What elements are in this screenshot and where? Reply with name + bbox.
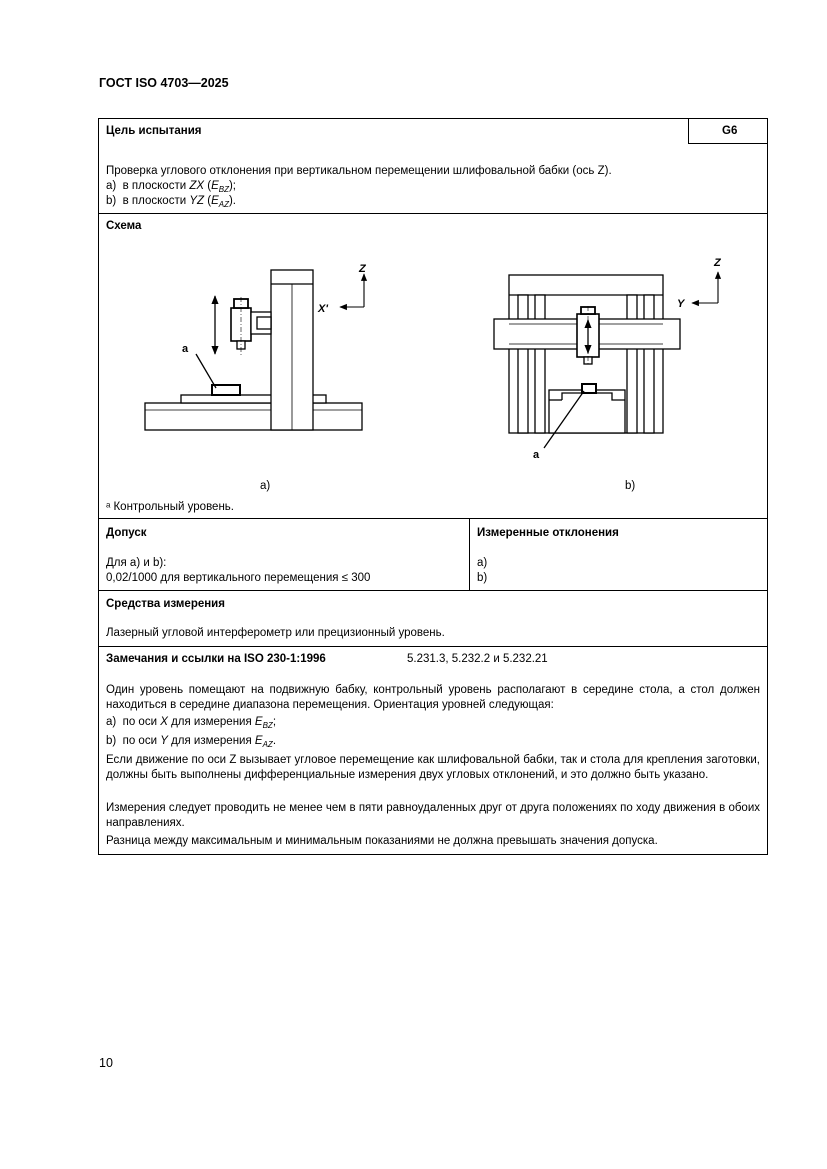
remarks-item-b: b) по оси Y для измерения $E_{AZ}$. [106,735,277,749]
axis-x-label: X' [318,303,328,315]
scheme-diagrams [98,240,768,470]
objective-description [106,164,612,179]
remarks-paragraph-3: Измерения следует проводить не менее чем в пяти равноудаленных друг от друга положениях по ходу движения в обоих направлениях. [106,802,760,829]
tolerance-divider [98,590,768,591]
measured-b: b) [477,572,488,584]
tolerance-title: Допуск [106,527,147,539]
scheme-divider [98,518,768,519]
remarks-item-a: a) по оси X для измерения $E_{BZ}$; [106,716,277,730]
worktable-b [549,390,625,433]
measured-a: a) [477,557,488,569]
tolerance-line1: Для a) и b): [106,557,167,569]
test-code: G6 [722,125,738,137]
objective-item-a: a) в плоскости ZX $(E_{BZ})$; [106,180,236,194]
tolerance-divider-vertical [469,518,470,590]
objective-item-b: b) в плоскости YZ $(E_{AZ})$. [106,195,236,209]
objective-divider [98,213,768,214]
instruments-title: Средства измерения [106,598,225,610]
caption-a: a) [260,480,271,492]
code-cell-divider [688,118,689,144]
remarks-refs: 5.231.3, 5.232.2 и 5.232.21 [407,653,548,665]
base-table-a [145,403,362,430]
page-number: 10 [99,1056,113,1070]
remarks-paragraph-1: Один уровень помещают на подвижную бабку, контрольный уровень располагают в середине стола, а стол должен находиться в середине диапазона перемещения. Ориентация уровней следующая: [106,684,760,711]
label-a-fig-b: a [533,449,540,461]
reference-level-a [212,385,240,395]
label-a-fig-a: a [182,343,189,355]
measured-title: Измеренные отклонения [477,527,619,539]
document-header: ГОСТ ISO 4703—2025 [99,76,229,90]
tolerance-line2: 0,02/1000 для вертикального перемещения ≤ 300 [106,572,371,584]
instruments-divider [98,646,768,647]
remarks-title: Замечания и ссылки на ISO 230-1:1996 [106,653,326,665]
objective-description-text: Проверка углового отклонения при вертикальном перемещении шлифовальной бабки (ось Z). [106,165,612,177]
scheme-footnote: ᵃ Контрольный уровень. [106,501,234,513]
axis-y-label: Y [677,298,685,310]
remarks-paragraph-4: Разница между максимальным и минимальным показаниями не должна превышать значения допуска. [106,835,658,847]
diagram-b [494,272,718,448]
axis-z-label-a: Z [359,263,366,275]
instruments-text: Лазерный угловой интерферометр или прецизионный уровень. [106,627,445,639]
axis-z-label-b: Z [714,257,721,269]
code-cell-bottom [688,143,768,144]
caption-b: b) [625,480,636,492]
objective-title: Цель испытания [106,125,202,137]
diagram-a [145,270,364,430]
remarks-paragraph-2: Если движение по оси Z вызывает угловое перемещение как шлифовальной бабки, так и стола для крепления заготовки, должны быть выполнены дифференциальные измерения двух угловых отклонений, и это должно быть указано. [106,754,760,781]
scheme-title: Схема [106,220,142,232]
